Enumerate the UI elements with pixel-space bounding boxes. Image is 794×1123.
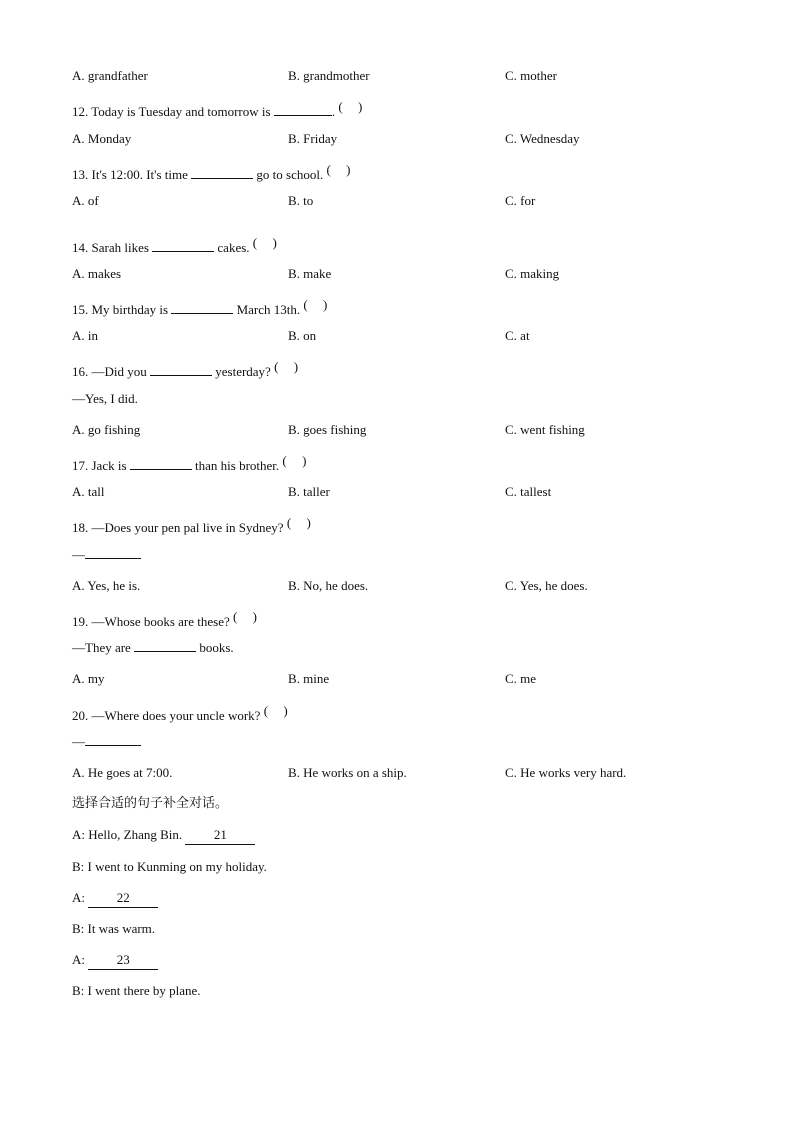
option-b: B. No, he does. bbox=[288, 578, 369, 593]
question-17 bbox=[72, 452, 732, 473]
option-c: C. at bbox=[505, 328, 530, 343]
question-14 bbox=[72, 234, 732, 255]
question-text: 13. It's 12:00. It's time bbox=[72, 167, 188, 182]
answer-blank bbox=[191, 166, 253, 179]
answer-bracket bbox=[274, 358, 298, 376]
answer-text-end: books. bbox=[199, 640, 234, 655]
question-text: 19. —Whose books are these? bbox=[72, 614, 230, 629]
question-text-end: yesterday? bbox=[215, 364, 271, 379]
answer-blank bbox=[85, 733, 141, 746]
q20-response-line bbox=[72, 733, 732, 751]
question-text: 16. —Did you bbox=[72, 364, 147, 379]
option-b: B. Friday bbox=[288, 131, 338, 146]
option-c: C. me bbox=[505, 671, 537, 686]
dialogue-text: A: bbox=[72, 890, 85, 905]
option-c: C. mother bbox=[505, 68, 557, 83]
option-a: A. He goes at 7:00. bbox=[72, 765, 173, 780]
answer-blank bbox=[134, 639, 196, 652]
answer-blank bbox=[130, 457, 192, 470]
q13-options bbox=[72, 192, 732, 210]
question-text: 18. —Does your pen pal live in Sydney? bbox=[72, 520, 284, 535]
q19-options bbox=[72, 670, 732, 688]
q16-options bbox=[72, 421, 732, 439]
option-c: C. Wednesday bbox=[505, 131, 580, 146]
answer-bracket bbox=[338, 98, 362, 116]
option-a: A. tall bbox=[72, 484, 105, 499]
answer-bracket bbox=[287, 514, 311, 532]
option-a: A. in bbox=[72, 328, 98, 343]
q11-options bbox=[72, 67, 732, 85]
question-text: 15. My birthday is bbox=[72, 302, 169, 317]
answer-blank bbox=[85, 546, 141, 559]
dialogue-line-6: B: I went there by plane. bbox=[72, 983, 201, 998]
option-a: A. Monday bbox=[72, 131, 132, 146]
answer-bracket bbox=[282, 452, 306, 470]
question-text-end: than his brother. bbox=[195, 458, 280, 473]
q18-response-line bbox=[72, 546, 732, 564]
q18-options bbox=[72, 577, 732, 595]
option-c: C. He works very hard. bbox=[505, 765, 627, 780]
dash: — bbox=[72, 547, 85, 562]
dialogue-text: A: Hello, Zhang Bin. bbox=[72, 827, 183, 842]
option-b: B. He works on a ship. bbox=[288, 765, 407, 780]
question-13 bbox=[72, 161, 732, 182]
question-text-end: March 13th. bbox=[236, 302, 301, 317]
answer-text: —They are bbox=[72, 640, 131, 655]
answer-bracket bbox=[264, 702, 288, 720]
question-text: 14. Sarah likes bbox=[72, 240, 149, 255]
dialogue-line-1 bbox=[72, 826, 732, 844]
option-a: A. grandfather bbox=[72, 68, 148, 83]
option-c: C. for bbox=[505, 193, 536, 208]
question-text-end: . bbox=[331, 104, 336, 119]
option-a: A. my bbox=[72, 671, 105, 686]
answer-bracket bbox=[253, 234, 277, 252]
q14-options bbox=[72, 265, 732, 283]
section-title: 选择合适的句子补全对话。 bbox=[72, 796, 229, 811]
option-a: A. of bbox=[72, 193, 99, 208]
option-c: C. Yes, he does. bbox=[505, 578, 588, 593]
dialogue-line-3 bbox=[72, 889, 732, 907]
option-b: B. on bbox=[288, 328, 317, 343]
question-text-end: go to school. bbox=[256, 167, 324, 182]
option-a: A. makes bbox=[72, 266, 122, 281]
answer-blank bbox=[171, 301, 233, 314]
q15-options bbox=[72, 327, 732, 345]
dialogue-line-2: B: I went to Kunming on my holiday. bbox=[72, 859, 267, 874]
option-b: B. goes fishing bbox=[288, 422, 367, 437]
option-b: B. mine bbox=[288, 671, 330, 686]
q17-options bbox=[72, 483, 732, 501]
answer-blank bbox=[152, 239, 214, 252]
question-16 bbox=[72, 358, 732, 379]
question-19 bbox=[72, 608, 732, 629]
question-text: 20. —Where does your uncle work? bbox=[72, 708, 261, 723]
question-12 bbox=[72, 98, 732, 119]
numbered-blank-22: 22 bbox=[88, 889, 158, 908]
option-c: C. tallest bbox=[505, 484, 552, 499]
option-b: B. make bbox=[288, 266, 332, 281]
option-b: B. grandmother bbox=[288, 68, 370, 83]
option-c: C. making bbox=[505, 266, 560, 281]
option-a: A. go fishing bbox=[72, 422, 141, 437]
option-a: A. Yes, he is. bbox=[72, 578, 141, 593]
question-text-end: cakes. bbox=[217, 240, 250, 255]
answer-bracket bbox=[326, 161, 350, 179]
numbered-blank-21: 21 bbox=[185, 826, 255, 845]
dialogue-text: A: bbox=[72, 952, 85, 967]
question-20 bbox=[72, 702, 732, 723]
answer-blank bbox=[150, 363, 212, 376]
option-b: B. taller bbox=[288, 484, 330, 499]
numbered-blank-23: 23 bbox=[88, 951, 158, 970]
question-15 bbox=[72, 296, 732, 317]
question-text: 12. Today is Tuesday and tomorrow is bbox=[72, 104, 271, 119]
dialogue-line-4: B: It was warm. bbox=[72, 921, 156, 936]
q12-options bbox=[72, 130, 732, 148]
question-18 bbox=[72, 514, 732, 535]
dialogue-line-5 bbox=[72, 951, 732, 969]
answer-bracket bbox=[233, 608, 257, 626]
dash: — bbox=[72, 734, 85, 749]
q16-answer: —Yes, I did. bbox=[72, 391, 138, 406]
option-c: C. went fishing bbox=[505, 422, 585, 437]
q20-options bbox=[72, 764, 732, 782]
option-b: B. to bbox=[288, 193, 314, 208]
q19-answer bbox=[72, 639, 732, 657]
answer-bracket bbox=[303, 296, 327, 314]
answer-blank bbox=[274, 103, 332, 116]
question-text: 17. Jack is bbox=[72, 458, 127, 473]
